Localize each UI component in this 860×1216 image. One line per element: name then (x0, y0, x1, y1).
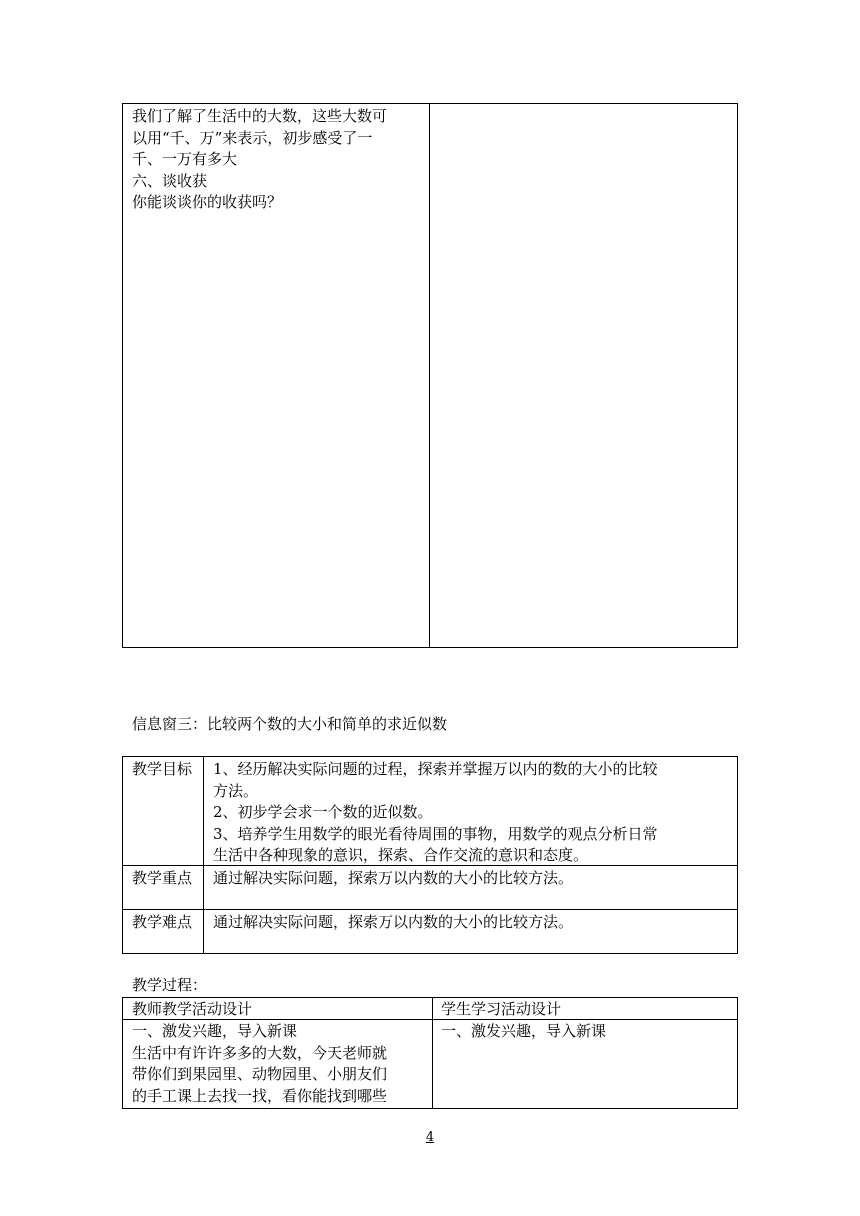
header-teacher-activities: 教师教学活动设计 (132, 1000, 253, 1018)
process-table-column-divider (432, 997, 433, 1109)
objectives-table-column-divider (203, 756, 204, 954)
row-content-key-points (213, 868, 733, 890)
student-activity-cell (441, 1021, 731, 1043)
cell-line: 的手工课上去找一找，看你能找到哪些 (132, 1086, 388, 1105)
objective-line: 2、初步学会求一个数的近似数。 (213, 803, 433, 821)
row-label-objectives: 教学目标 (132, 760, 193, 778)
continuation-teacher-cell (132, 106, 424, 214)
cell-line: 以用“千、万”来表示，初步感受了一 (132, 128, 373, 147)
cell-line: 带你们到果园里、动物园里、小朋友们 (132, 1065, 388, 1083)
cell-line: 你能谈谈你的收获吗？ (132, 193, 283, 211)
objective-line: 生活中各种现象的意识，探索、合作交流的意识和态度。 (213, 846, 589, 864)
row-label-key-points: 教学重点 (132, 869, 193, 887)
key-point-line: 通过解决实际问题，探索万以内数的大小的比较方法。 (213, 869, 574, 887)
section-heading: 信息窗三：比较两个数的大小和简单的求近似数 (132, 715, 448, 733)
continuation-table-divider (429, 103, 430, 648)
cell-line: 千、一万有多大 (132, 150, 238, 168)
row-content-difficulties (213, 912, 733, 934)
row-label-difficulties: 教学难点 (132, 913, 193, 931)
row-content-objectives (213, 759, 733, 867)
objective-line: 方法。 (213, 781, 259, 800)
header-student-activities: 学生学习活动设计 (441, 1000, 562, 1018)
objective-line: 1、经历解决实际问题的过程，探索并掌握万以内的数的大小的比较 (213, 760, 658, 778)
objectives-table-row-divider (122, 909, 738, 910)
cell-line: 一、激发兴趣，导入新课 (441, 1022, 607, 1040)
cell-line: 生活中有许许多多的大数，今天老师就 (132, 1043, 388, 1062)
difficulty-line: 通过解决实际问题，探索万以内数的大小的比较方法。 (213, 913, 574, 931)
process-label: 教学过程： (132, 976, 208, 994)
objective-line: 3、培养学生用数学的眼光看待周围的事物，用数学的观点分析日常 (213, 824, 658, 843)
cell-line: 六、谈收获 (132, 171, 208, 190)
cell-line: 我们了解了生活中的大数，这些大数可 (132, 107, 388, 125)
page-number: 4 (425, 1130, 435, 1145)
teacher-activity-cell (132, 1021, 428, 1107)
cell-line: 一、激发兴趣，导入新课 (132, 1022, 298, 1040)
